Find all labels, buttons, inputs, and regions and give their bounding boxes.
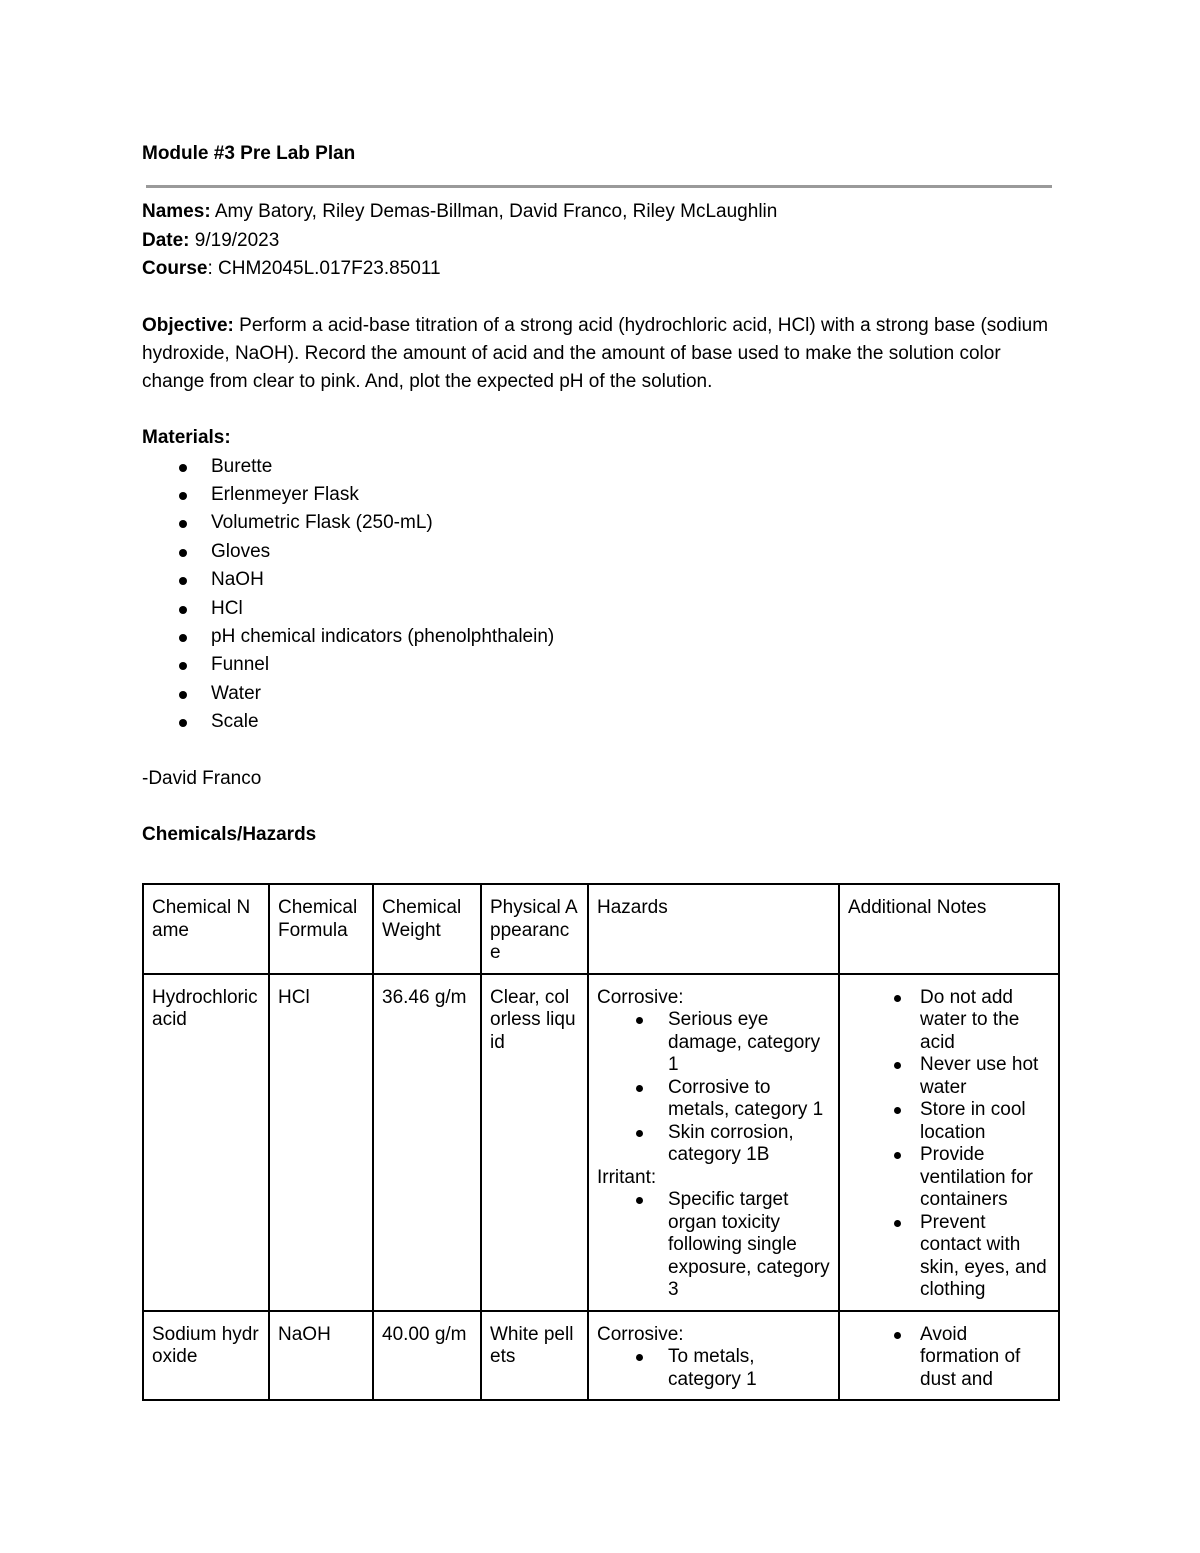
objective-paragraph	[142, 312, 1062, 397]
list-item: Water	[142, 680, 1062, 708]
list-item: Do not add water to the acid	[848, 987, 1050, 1055]
hazard-list	[597, 1346, 830, 1391]
list-item: To metals, category 1	[597, 1346, 830, 1391]
header-additional-notes: Additional Notes	[839, 884, 1059, 974]
list-item: Never use hot water	[848, 1054, 1050, 1099]
date-value: 9/19/2023	[189, 229, 280, 251]
hazard-list	[597, 1009, 830, 1167]
header-chemical-name: Chemical Name	[143, 884, 269, 974]
list-item: Gloves	[142, 538, 1062, 566]
list-item: Specific target organ toxicity following single exposure, category 3	[597, 1189, 830, 1302]
list-item: Provide ventilation for containers	[848, 1144, 1050, 1212]
cell-chemical-name: Hydrochloric acid	[143, 974, 269, 1311]
materials-heading	[142, 424, 1062, 453]
list-item: Prevent contact with skin, eyes, and clothing	[848, 1212, 1050, 1302]
date-line	[142, 227, 1062, 256]
list-item: NaOH	[142, 566, 1062, 594]
list-item: Funnel	[142, 651, 1062, 679]
list-item: Scale	[142, 708, 1062, 736]
notes-list	[848, 1324, 1050, 1392]
list-item: Avoid formation of dust and	[848, 1324, 1050, 1392]
cell-chemical-weight: 36.46 g/m	[373, 974, 481, 1311]
header-chemical-formula: Chemical Formula	[269, 884, 373, 974]
table-row	[143, 1311, 1059, 1401]
cell-physical-appearance: Clear, colorless liquid	[481, 974, 588, 1311]
table-header-row	[143, 884, 1059, 974]
table-row	[143, 974, 1059, 1311]
cell-chemical-formula: NaOH	[269, 1311, 373, 1401]
signature: -David Franco	[142, 767, 262, 789]
cell-chemical-formula: HCl	[269, 974, 373, 1311]
cell-physical-appearance: White pellets	[481, 1311, 588, 1401]
course-value: : CHM2045L.017F23.85011	[207, 258, 441, 279]
cell-additional-notes	[839, 974, 1059, 1311]
header-chemical-weight: Chemical Weight	[373, 884, 481, 974]
list-item: pH chemical indicators (phenolphthalein)	[142, 623, 1062, 651]
cell-additional-notes	[839, 1311, 1059, 1401]
list-item: Corrosive to metals, category 1	[597, 1077, 830, 1122]
course-line	[142, 255, 1062, 284]
materials-label: Materials:	[142, 427, 231, 449]
course-label: Course	[142, 258, 208, 279]
header-hazards: Hazards	[588, 884, 839, 974]
cell-chemical-weight: 40.00 g/m	[373, 1311, 481, 1401]
list-item: Store in cool location	[848, 1099, 1050, 1144]
names-value: Amy Batory, Riley Demas-Billman, David Franco, Riley McLaughlin	[210, 201, 778, 222]
header-physical-appearance: Physical Appearance	[481, 884, 588, 974]
notes-list	[848, 987, 1050, 1302]
date-label: Date:	[142, 229, 190, 251]
hazards-table	[142, 883, 1060, 1401]
hazards-section-title: Chemicals/Hazards	[142, 824, 317, 846]
list-item: Serious eye damage, category 1	[597, 1009, 830, 1077]
document-page	[142, 140, 1062, 849]
names-label: Names:	[142, 201, 211, 222]
spacer	[142, 793, 1062, 821]
list-item: Erlenmeyer Flask	[142, 481, 1062, 509]
list-item: HCl	[142, 595, 1062, 623]
cell-chemical-name: Sodium hydroxide	[143, 1311, 269, 1401]
spacer	[142, 284, 1062, 312]
objective-label: Objective:	[142, 314, 234, 336]
cell-hazards	[588, 974, 839, 1311]
objective-text: Perform a acid-base titration of a strong acid (hydrochloric acid, HCl) with a strong base (sodium hydroxide, NaOH). Record the amount of acid and the amount of base used to make the solution color change from clear to pink. And, plot the expected pH of the solution.	[142, 314, 1049, 392]
spacer	[142, 396, 1062, 424]
list-item: Skin corrosion, category 1B	[597, 1122, 830, 1167]
cell-hazards	[588, 1311, 839, 1401]
materials-list	[142, 453, 1062, 737]
list-item: Burette	[142, 453, 1062, 481]
hazard-group-label: Corrosive:	[597, 986, 684, 1008]
document-title: Module #3 Pre Lab Plan	[142, 143, 356, 164]
title-divider	[146, 185, 1052, 188]
list-item: Volumetric Flask (250-mL)	[142, 509, 1062, 537]
hazard-group-label: Corrosive:	[597, 1323, 684, 1345]
spacer	[142, 737, 1062, 765]
names-line	[142, 198, 1062, 227]
hazard-group-label: Irritant:	[597, 1166, 657, 1188]
hazard-list	[597, 1189, 830, 1302]
